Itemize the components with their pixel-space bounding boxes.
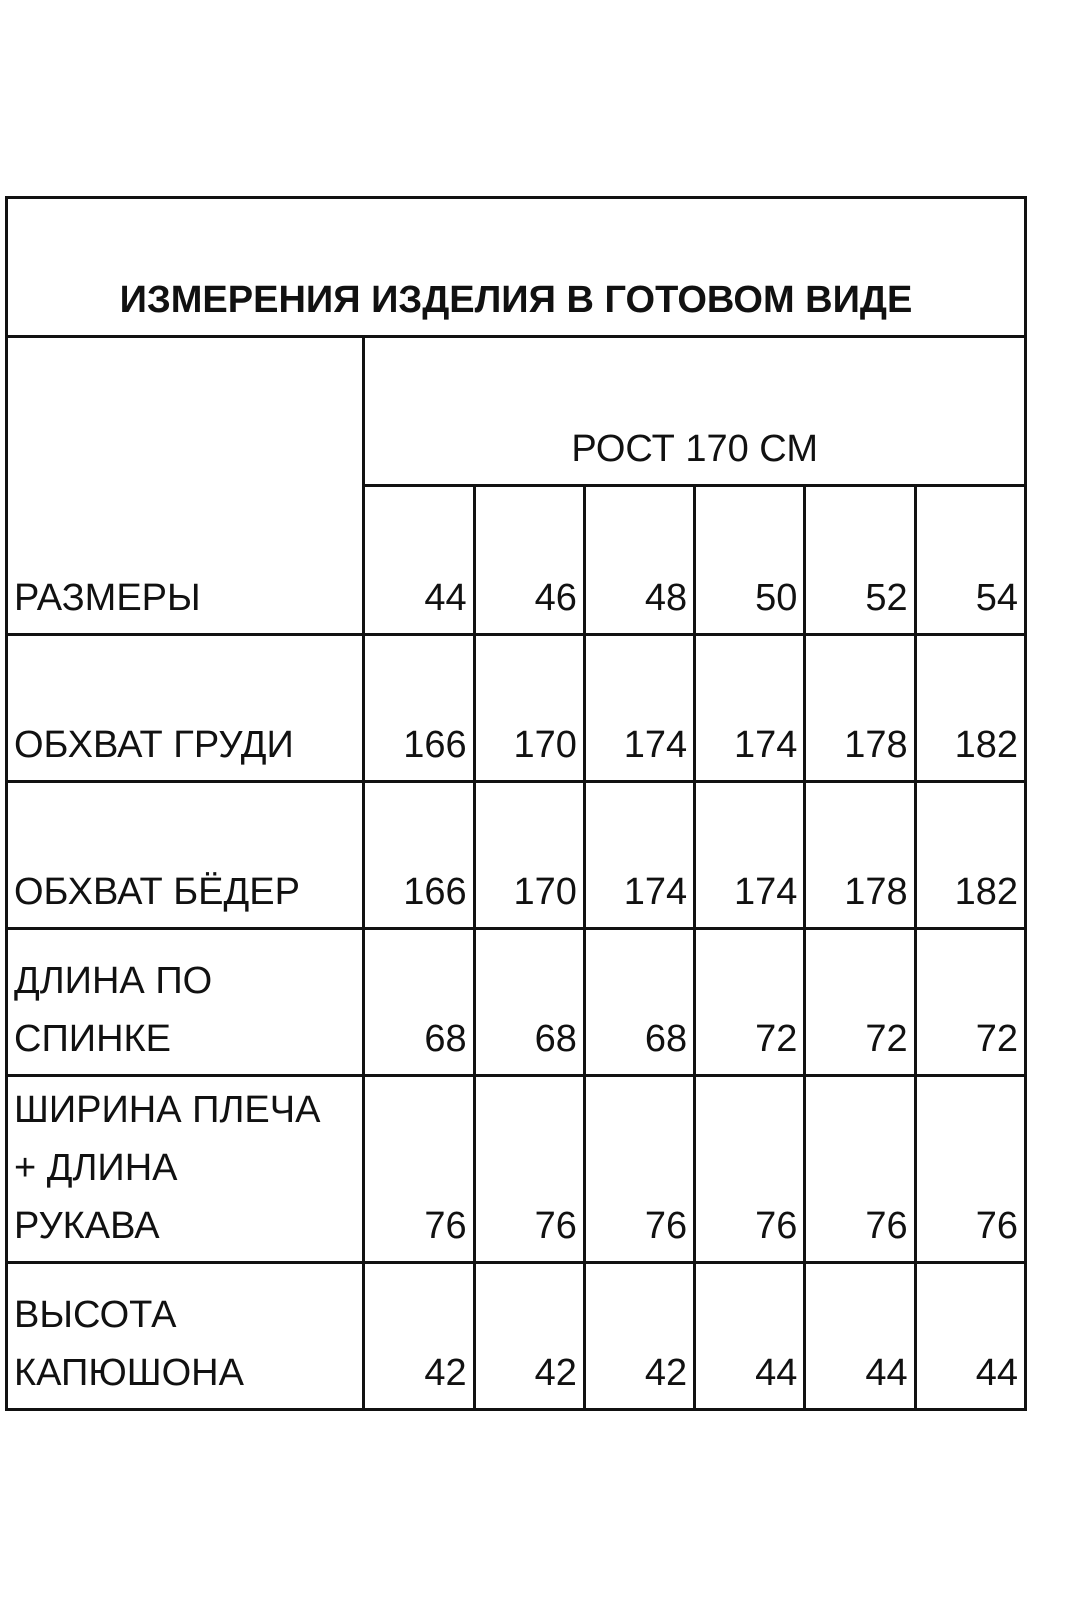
label-line: РУКАВА xyxy=(14,1205,160,1247)
row-label-back-length xyxy=(7,929,364,1076)
row-label-hood-height xyxy=(7,1263,364,1410)
table-title: ИЗМЕРЕНИЯ ИЗДЕЛИЯ В ГОТОВОМ ВИДЕ xyxy=(7,198,1026,337)
table-cell: 174 xyxy=(584,782,694,929)
label-line: ВЫСОТА xyxy=(14,1294,177,1336)
table-cell: 174 xyxy=(695,635,805,782)
table-row-hood-height xyxy=(7,1263,1026,1410)
table-cell: 174 xyxy=(695,782,805,929)
size-value: 46 xyxy=(474,486,584,635)
table-cell: 178 xyxy=(805,635,915,782)
table-cell: 76 xyxy=(805,1076,915,1263)
size-value: 48 xyxy=(584,486,694,635)
corner-cell xyxy=(7,337,364,635)
table-cell: 170 xyxy=(474,635,584,782)
table-cell: 44 xyxy=(695,1263,805,1410)
table-row-chest xyxy=(7,635,1026,782)
table-cell: 178 xyxy=(805,782,915,929)
table-row-shoulder-sleeve xyxy=(7,1076,1026,1263)
size-chart-table xyxy=(5,196,1027,1411)
table-cell: 166 xyxy=(364,635,474,782)
table-cell: 170 xyxy=(474,782,584,929)
size-value: 52 xyxy=(805,486,915,635)
table-cell: 76 xyxy=(695,1076,805,1263)
height-row xyxy=(7,337,1026,486)
table-cell: 174 xyxy=(584,635,694,782)
height-label: РОСТ 170 СМ xyxy=(364,337,1026,486)
table-cell: 42 xyxy=(474,1263,584,1410)
table-cell: 76 xyxy=(584,1076,694,1263)
table-cell: 68 xyxy=(474,929,584,1076)
table-cell: 76 xyxy=(915,1076,1025,1263)
label-line: ДЛИНА ПО xyxy=(14,960,213,1002)
table-row-back-length xyxy=(7,929,1026,1076)
table-cell: 76 xyxy=(364,1076,474,1263)
table-cell: 42 xyxy=(584,1263,694,1410)
row-label-chest: ОБХВАТ ГРУДИ xyxy=(7,635,364,782)
table-cell: 76 xyxy=(474,1076,584,1263)
row-label-shoulder-sleeve xyxy=(7,1076,364,1263)
size-value: 54 xyxy=(915,486,1025,635)
size-value: 50 xyxy=(695,486,805,635)
table-cell: 72 xyxy=(915,929,1025,1076)
table-cell: 68 xyxy=(584,929,694,1076)
table-cell: 182 xyxy=(915,782,1025,929)
table-cell: 44 xyxy=(805,1263,915,1410)
label-line: КАПЮШОНА xyxy=(14,1352,244,1394)
table-cell: 68 xyxy=(364,929,474,1076)
table-cell: 182 xyxy=(915,635,1025,782)
table-cell: 72 xyxy=(805,929,915,1076)
row-label-sizes: РАЗМЕРЫ xyxy=(14,577,201,619)
table-row-hips xyxy=(7,782,1026,929)
table-cell: 42 xyxy=(364,1263,474,1410)
table-cell: 72 xyxy=(695,929,805,1076)
table-cell: 44 xyxy=(915,1263,1025,1410)
size-value: 44 xyxy=(364,486,474,635)
label-line: СПИНКЕ xyxy=(14,1018,171,1060)
row-label-hips: ОБХВАТ БЁДЕР xyxy=(7,782,364,929)
title-row xyxy=(7,198,1026,337)
table-cell: 166 xyxy=(364,782,474,929)
label-line: ШИРИНА ПЛЕЧА xyxy=(14,1089,321,1131)
label-line: + ДЛИНА xyxy=(14,1147,178,1189)
